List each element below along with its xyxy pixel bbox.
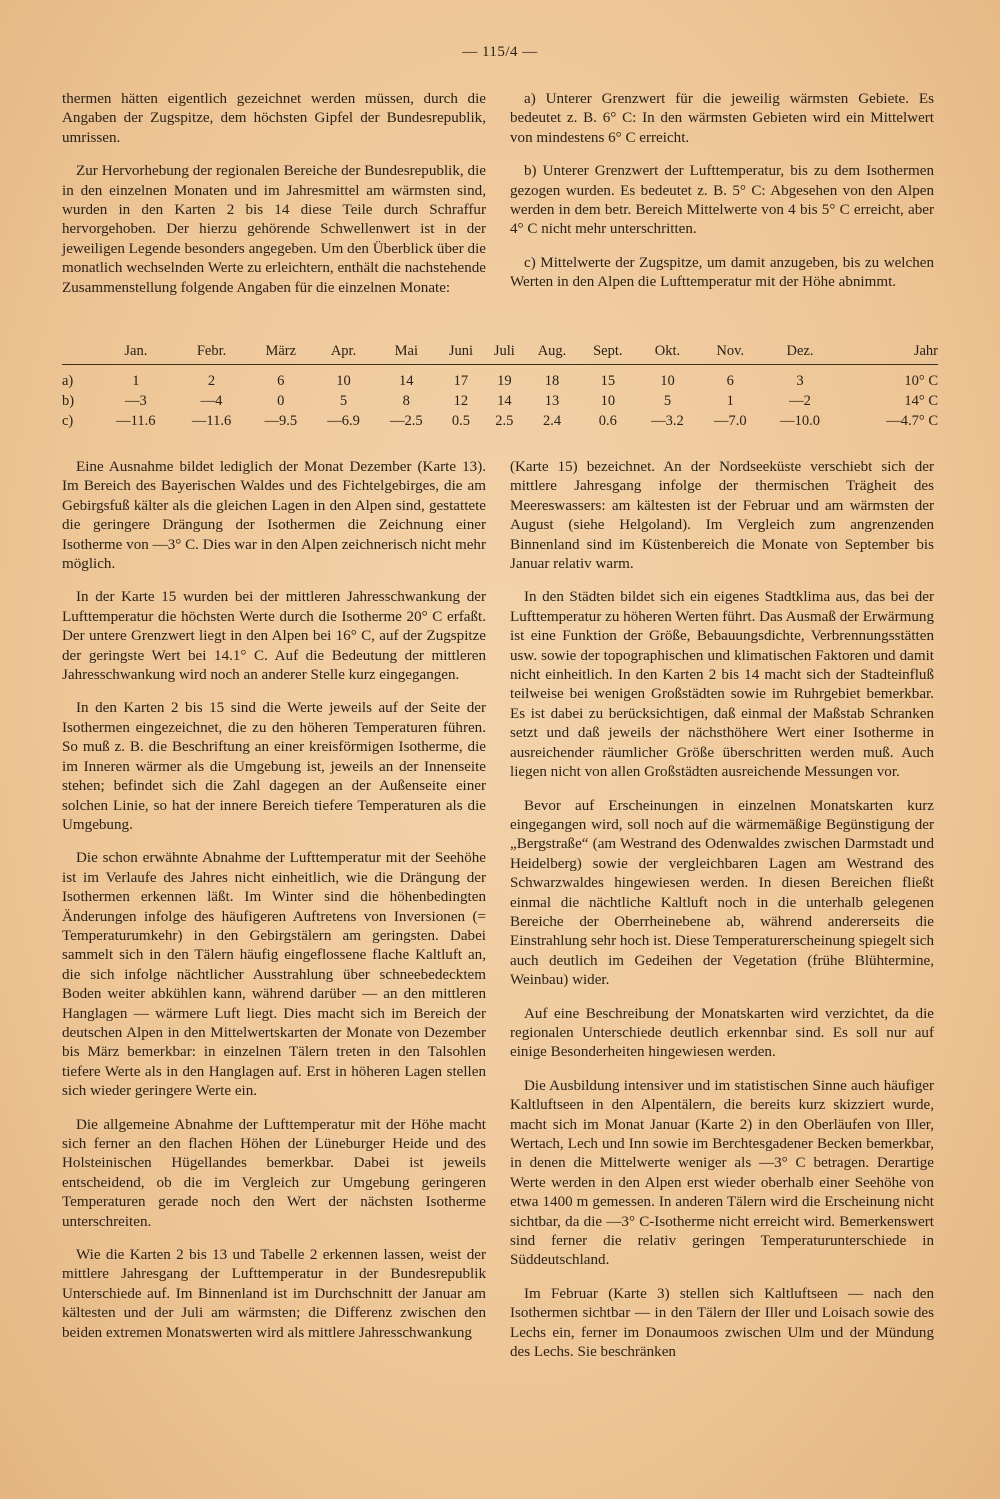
table-cell: 6 bbox=[726, 372, 734, 389]
table-cell: —10.0 bbox=[780, 412, 820, 429]
column-top-right bbox=[510, 90, 934, 307]
paragraph: Zur Hervorhebung der regionalen Bereiche der Bundesrepublik, die in den einzelnen Monaten und im Jahresmittel am wärmsten sind, wurden in den Karten 2 bis 14 diese Teile durch Schraffur hervorgehoben. Der hierzu gehörende Schwellenwert ist in der jeweiligen Legende besonders angegeben. Um den Überblick über die monatlich wechselnden Werte zu erleichtern, enthält die nachstehende Zusammenstellung folgende Angaben für die einzelnen Monate: bbox=[62, 163, 486, 296]
table-header-cell: Jan. bbox=[98, 338, 174, 365]
table-cell: —4.7° C bbox=[886, 412, 938, 429]
paragraph: Im Februar (Karte 3) stellen sich Kaltluftseen — nach den Isothermen sichtbar — in den Tälern der Iller und Loisach sowie des Lechs ein, ferner im Donaumoos zwischen Ulm und der Mündung des Lechs. Sie beschränken bbox=[510, 1285, 934, 1361]
table-cell: 6 bbox=[277, 372, 285, 389]
paragraph: In den Karten 2 bis 15 sind die Werte jeweils auf der Seite der Isothermen eingezeichnet, die zu den höheren Temperaturen führen. So muß z. B. die Beschriftung an einer kreisförmigen Isotherme, die im Inneren wärmer als die Umgebung ist, jeweils an der Innenseite stehen; befindet sich die Zahl dagegen an der Außenseite einer solchen Linie, so hat der innere Bereich tiefere Temperaturen als die Umgebung. bbox=[62, 700, 486, 833]
table-cell: a) bbox=[62, 372, 74, 389]
table-cell: 8 bbox=[402, 392, 410, 409]
table-cell: 14 bbox=[399, 372, 414, 389]
table-row bbox=[62, 365, 938, 392]
table-cell: 17 bbox=[453, 372, 469, 389]
table-header-row bbox=[62, 338, 938, 365]
paragraph: In den Städten bildet sich ein eigenes Stadtklima aus, das bei der Lufttemperatur zu höheren Werten führt. Das Ausmaß der Erwärmung ist eine Funktion der Größe, Bebauungsdichte, Verbrennungsstätten usw. sowie der topographischen und klimatischen Faktoren und damit nicht einheitlich. In den Karten 2 bis 14 macht sich der Stadteinfluß teilweise bei wenigen Großstädten sowie im Ruhrgebiet bemerkbar. Es ist dabei zu berücksichtigen, daß einmal der Maßstab Schranken setzt und daß jeweils der nächsthöhere Wert einer Isotherme in ausreichender räumlicher Größe überschritten werden muß. Auch liegen nicht von allen Großstädten ausreichende Messungen vor. bbox=[510, 589, 934, 781]
table-cell: —2 bbox=[789, 392, 811, 409]
table-cell: 1 bbox=[132, 372, 140, 389]
table-cell: 5 bbox=[339, 392, 348, 409]
table-cell: b) bbox=[62, 392, 75, 409]
table-header-cell: Juni bbox=[438, 338, 485, 365]
table-header-cell: Sept. bbox=[580, 338, 637, 365]
table-cell: 18 bbox=[544, 372, 560, 389]
paragraph: Die Ausbildung intensiver und im statistischen Sinne auch häufiger Kaltluftseen in den Alpentälern, die bereits kurz skizziert wurde, macht sich im Monat Januar (Karte 2) in den Oberläufen von Iller, Wertach, Lech und Inn sowie im Berchtesgadener Becken bemerkbar, in denen die Mittelwerte weniger als —3° C betragen. Derartige Werte werden in den Alpen erst wieder oberhalb einer Seehöhe von etwa 1400 m gemessen. In anderen Tälern wird die Erscheinung nicht sichtbar, da die —3° C-Isotherme nicht erreicht wird. Bemerkenswert sind ferner die relativ geringen Temperaturunterschiede in Süddeutschland. bbox=[510, 1077, 934, 1269]
table-cell: 12 bbox=[453, 392, 469, 409]
temperature-table bbox=[62, 338, 938, 431]
table-cell: 3 bbox=[796, 372, 804, 389]
table-header-cell: Dez. bbox=[762, 338, 839, 365]
paragraph: Auf eine Beschreibung der Monatskarten wird verzichtet, da die regionalen Unterschiede deutlich erkennbar sind. Es soll nur auf einige Besonderheiten hingewiesen werden. bbox=[510, 1005, 934, 1061]
table-cell: 10 bbox=[336, 372, 351, 389]
table-cell: —11.6 bbox=[191, 412, 232, 429]
column-bottom-left bbox=[62, 458, 486, 1357]
table-cell: —2.5 bbox=[389, 412, 423, 429]
paragraph: (Karte 15) bezeichnet. An der Nordseeküste verschiebt sich der mittlere Jahresgang infolge der thermischen Trägheit des Meereswassers: am kältesten ist der Februar und am wärmsten der August (siehe Helgoland). Im Vergleich zum angrenzenden Binnenland sind im Küstenbereich die Monate von September bis Januar relativ warm. bbox=[510, 459, 934, 573]
paragraph: Bevor auf Erscheinungen in einzelnen Monatskarten kurz eingegangen wird, soll noch auf die wärmemäßige Begünstigung der „Bergstraße“ (am Westrand des Odenwaldes zwischen Darmstadt und Heidelberg) sowie der vergleichbaren Lagen am Westrand des Schwarzwaldes hingewiesen werden. In diesen Bereichen fließt einmal die nächtliche Kaltluft noch in die unterhalb gelegenen Bereiche der Oberrheinebene ab, während andererseits die Einstrahlung sehr hoch ist. Diese Temperaturerscheinung spiegelt sich auch deutlich im Gedeihen der Vegetation (frühe Blühtermine, Weinbau) wider. bbox=[510, 797, 934, 989]
table-header-cell: Aug. bbox=[524, 338, 579, 365]
table-cell: 2.4 bbox=[542, 412, 562, 429]
table-cell: 13 bbox=[544, 392, 560, 409]
column-top-left bbox=[62, 90, 486, 312]
paragraph: Die schon erwähnte Abnahme der Lufttemperatur mit der Seehöhe ist im Verlaufe des Jahres nicht einheitlich, wie die Drängung der Isothermen erkennen läßt. Im Winter sind die höhenbedingten Änderungen infolge des häufigeren Auftretens von Inversionen (= Temperaturumkehr) in den Gebirgstälern am geringsten. Dabei sammelt sich in den Tälern häufig eingeflossene flache Kaltluft an, die sich infolge nächtlicher Ausstrahlung über schneebedecktem Boden weiter abkühlen kann, während darüber — an den mittleren Hanglagen — wärmere Luft liegt. Dies macht sich im Bereich der deutschen Alpen in den Mittelwertskarten der Monate von Dezember bis März bemerkbar: in einzelnen Tälern treten in den Talsohlen tiefere Werte als in den Hanglagen auf. Erst in höheren Lagen stellen sich wieder geringere Werte ein. bbox=[62, 850, 486, 1100]
table-cell: —6.9 bbox=[327, 412, 360, 429]
paragraph: Die allgemeine Abnahme der Lufttemperatur mit der Höhe macht sich ferner an den flachen Höhen der Lüneburger Heide und des Holsteinischen Hügellandes bemerkbar. Dabei ist jeweils entscheidend, ob die im Vergleich zur Umgebung geringeren Temperaturen gerade noch den Wert der nächsten Isotherme unterschreiten. bbox=[62, 1116, 486, 1230]
table-cell: 19 bbox=[497, 372, 512, 389]
table-cell: 5 bbox=[663, 392, 672, 409]
table-header-cell: Mai bbox=[375, 338, 438, 365]
paragraph: Eine Ausnahme bildet lediglich der Monat Dezember (Karte 13). Im Bereich des Bayerischen Waldes und des Fichtelgebirges, die am Gebirgsfuß kälter als die gleichen Lagen in den Alpen sind, gestattete die geringere Drängung der Isothermen die Zeichnung einer Isotherme von —3° C. Dies war in den Alpen zeichnerisch nicht mehr möglich. bbox=[62, 459, 486, 573]
table-header-cell bbox=[62, 338, 98, 365]
table-cell: 1 bbox=[726, 392, 734, 409]
page-number: — 115/4 — bbox=[462, 44, 538, 60]
table-cell: —11.6 bbox=[116, 412, 156, 429]
table-header-cell: Juli bbox=[484, 338, 524, 365]
column-bottom-right bbox=[510, 458, 934, 1376]
table-row bbox=[62, 391, 938, 411]
paragraph: Wie die Karten 2 bis 13 und Tabelle 2 erkennen lassen, weist der mittlere Jahresgang der Lufttemperatur in der Bundesrepublik Unterschiede auf. Im Binnenland ist im Durchschnitt der Januar am kältesten und der Juli am wärmsten; die Differenz zwischen den beiden extremen Monatswerten wird als mittlere Jahresschwankung bbox=[62, 1247, 486, 1341]
paragraph: a) Unterer Grenzwert für die jeweilig wärmsten Gebiete. Es bedeutet z. B. 6° C: In den wärmsten Gebieten wird ein Mittelwert von mindestens 6° C erreicht. bbox=[510, 91, 934, 146]
table-cell: 14° C bbox=[904, 392, 938, 409]
table-cell: 2 bbox=[207, 372, 216, 389]
table-row bbox=[62, 411, 938, 431]
table-cell: —7.0 bbox=[713, 412, 747, 429]
table-cell: 0.6 bbox=[598, 412, 617, 429]
table-cell: —9.5 bbox=[264, 412, 298, 429]
table-cell: —3 bbox=[124, 392, 147, 409]
table-cell: —3.2 bbox=[651, 412, 684, 429]
table-cell: 2.5 bbox=[495, 412, 514, 429]
table-cell: 14 bbox=[497, 392, 512, 409]
paragraph: b) Unterer Grenzwert der Lufttemperatur, bis zu dem Isothermen gezogen wurden. Es bedeutet z. B. 5° C: Abgesehen von den Alpen werden in dem betr. Bereich Mittelwerte von 4 bis 5° C erreicht, aber 4° C nicht mehr unterschritten. bbox=[510, 163, 934, 238]
table-header-cell: Okt. bbox=[636, 338, 699, 365]
table-header-cell: Nov. bbox=[699, 338, 762, 365]
table-cell: 0.5 bbox=[451, 412, 470, 429]
paragraph: In der Karte 15 wurden bei der mittleren Jahresschwankung der Lufttemperatur die höchsten Werte durch die Isotherme 20° C erfaßt. Der untere Grenzwert liegt in den Alpen bei 16° C, auf der Zugspitze der geringste Wert bei 14.1° C. Auf die Bedeutung der mittleren Jahresschwankung wird noch an anderer Stelle kurz eingegangen. bbox=[62, 589, 486, 684]
table-header-cell: März bbox=[249, 338, 312, 365]
table-cell: 15 bbox=[600, 372, 616, 389]
table-cell: 10 bbox=[660, 372, 675, 389]
paragraph: thermen hätten eigentlich gezeichnet werden müssen, durch die Angaben der Zugspitze, dem höchsten Gipfel der Bundesrepublik, umrissen. bbox=[62, 91, 486, 146]
table-header-cell: Jahr bbox=[838, 338, 938, 365]
table-cell: 10 bbox=[600, 392, 616, 409]
table-cell: 0 bbox=[277, 392, 285, 409]
table-header-cell: Apr. bbox=[312, 338, 375, 365]
paragraph: c) Mittelwerte der Zugspitze, um damit anzugeben, bis zu welchen Werten in den Alpen die Lufttemperatur mit der Höhe abnimmt. bbox=[510, 254, 934, 291]
table-cell: 10° C bbox=[904, 372, 938, 389]
table-header-cell: Febr. bbox=[174, 338, 250, 365]
table-cell: c) bbox=[62, 412, 74, 429]
table-cell: —4 bbox=[200, 392, 223, 409]
